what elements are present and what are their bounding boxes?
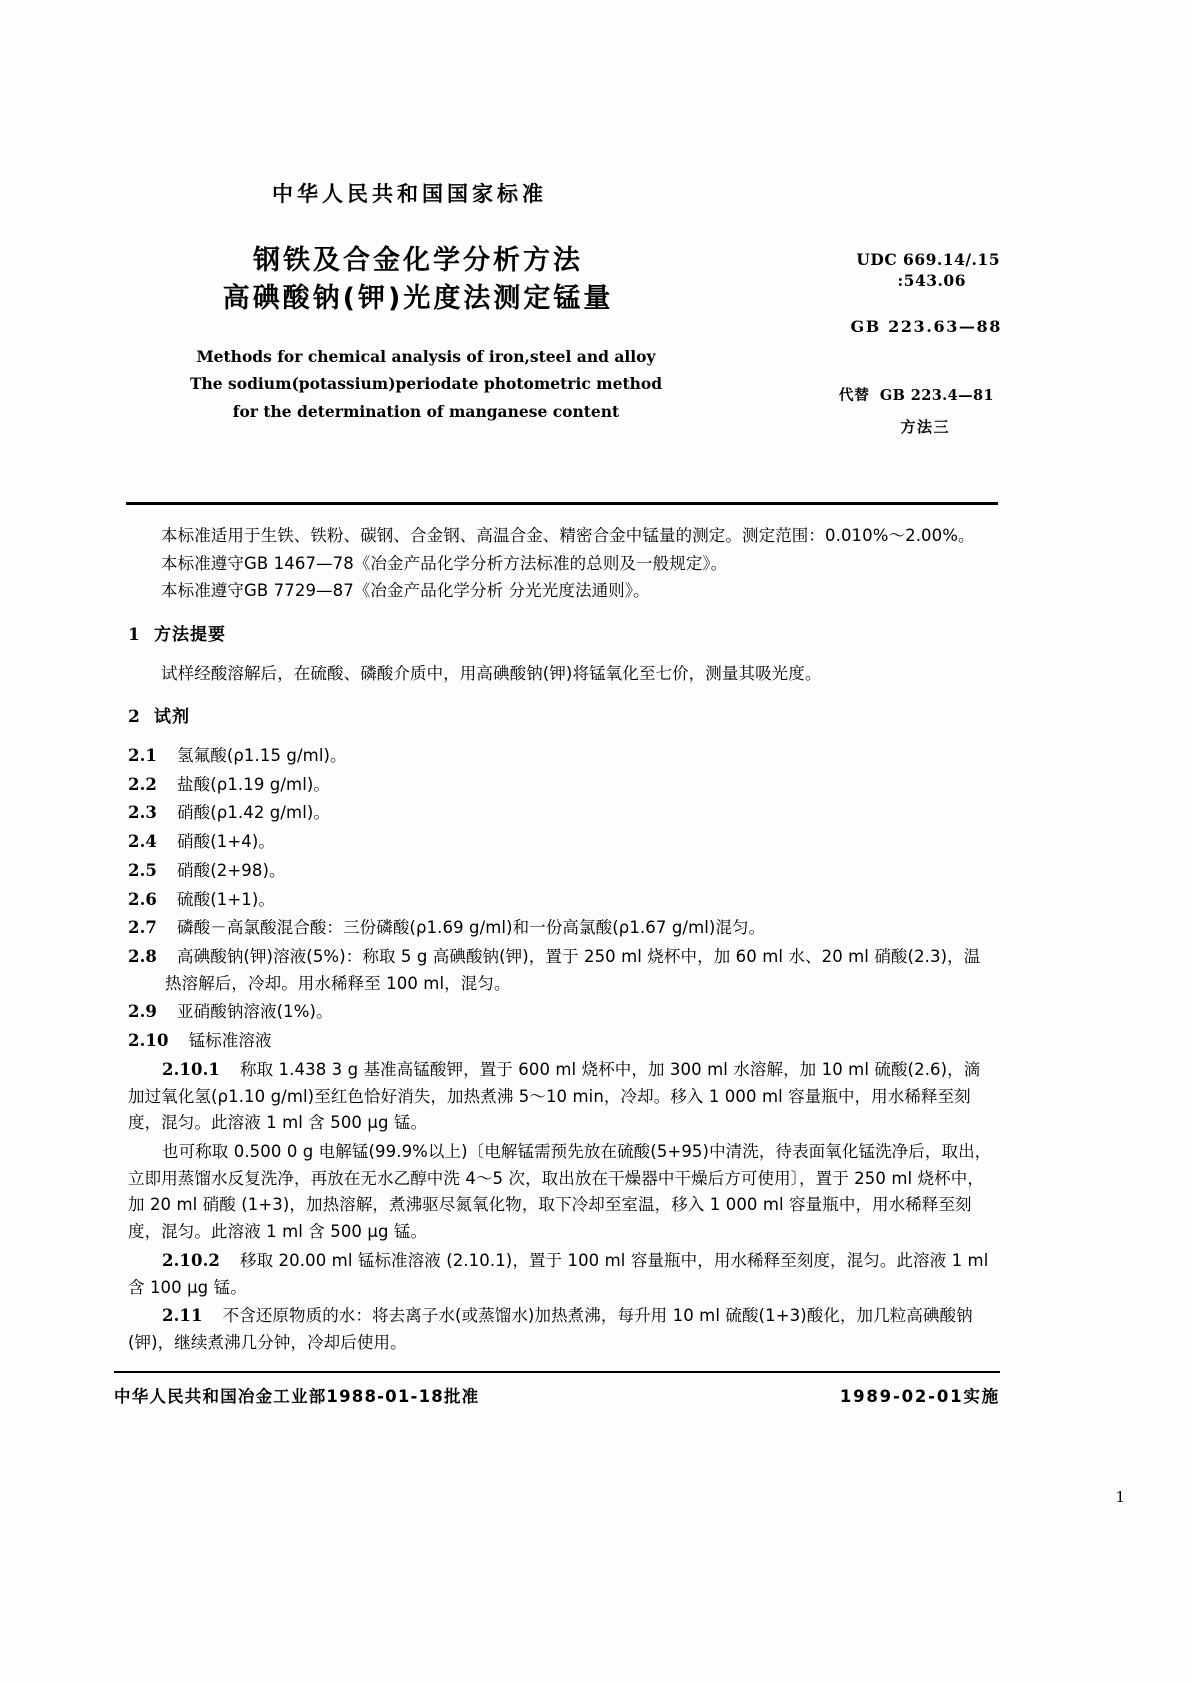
footer-approval-text: 中华人民共和国冶金工业部1988-01-18批准 xyxy=(114,1386,480,1406)
reagent-text: 磷酸－高氯酸混合酸：三份磷酸(ρ1.69 g/ml)和一份高氯酸(ρ1.67 g/ml)混匀。 xyxy=(177,918,766,938)
reagent-item xyxy=(128,858,996,885)
reagent-subitem-number: 2.10.1 xyxy=(162,1059,221,1079)
footer-divider-rule xyxy=(114,1371,1000,1373)
reagent-text: 高碘酸钠(钾)溶液(5%)：称取 5 g 高碘酸钠(钾)，置于 250 ml 烧杯中，加 60 ml 水、20 ml 硝酸(2.3)，温热溶解后，冷却。用水稀释至 100 ml，混匀。 xyxy=(165,946,981,993)
title-en-line-1: Methods for chemical analysis of iron,steel and alloy xyxy=(196,346,656,366)
replaces-label: 代替 xyxy=(838,388,870,404)
document-footer xyxy=(114,1383,1000,1407)
reagent-number: 2.7 xyxy=(128,918,158,938)
page-content xyxy=(114,150,1002,1407)
reagent-number: 2.4 xyxy=(128,832,158,852)
reagent-item xyxy=(128,915,996,942)
reagent-item xyxy=(128,800,996,827)
section-2-heading xyxy=(128,704,996,732)
reagent-subitem xyxy=(128,1303,996,1356)
reagent-item xyxy=(128,999,996,1026)
english-title-block xyxy=(138,343,714,426)
udc-code-line-1: UDC 669.14/.15 xyxy=(856,250,1000,269)
reagent-text: 硝酸(2+98)。 xyxy=(177,860,286,880)
scope-paragraph-3: 本标准遵守GB 7729—87《冶金产品化学分析 分光光度法通则》。 xyxy=(161,581,650,601)
reagent-number: 2.1 xyxy=(128,745,158,765)
udc-code-line-2: :543.06 xyxy=(897,271,966,290)
reagent-item xyxy=(128,887,996,914)
header-divider-rule xyxy=(126,502,998,505)
reagent-subitem-number: 2.10.2 xyxy=(162,1250,221,1270)
reagent-text: 硝酸(ρ1.42 g/ml)。 xyxy=(177,803,331,823)
reagent-subitem-alt xyxy=(128,1139,996,1246)
section-2-title: 试剂 xyxy=(154,707,190,728)
reagent-subitem xyxy=(128,1248,996,1301)
chinese-title-block xyxy=(138,242,698,319)
replaces-value: GB 223.4—81 xyxy=(879,387,994,404)
reagent-item xyxy=(128,944,996,997)
section-1-number: 1 xyxy=(128,625,141,646)
section-1-heading xyxy=(128,622,996,650)
title-cn-line-2: 高碘酸钠(钾)光度法测定锰量 xyxy=(222,283,614,315)
title-en-line-3: for the determination of manganese content xyxy=(232,401,620,421)
national-standard-banner: 中华人民共和国国家标准 xyxy=(272,182,547,206)
reagent-item xyxy=(128,1028,996,1055)
reagent-item xyxy=(128,829,996,856)
reagent-subitem-text: 称取 1.438 3 g 基准高锰酸钾，置于 600 ml 烧杯中，加 300 ml 水溶解，加 10 ml 硫酸(2.6)，滴加过氧化氢(ρ1.10 g/ml)至红色恰好消失，加热煮沸 5～10 min，冷却。移入 1 000 ml 容量瓶中，用水稀释至刻度，混匀。此溶液 1 ml 含 500 μg 锰。 xyxy=(128,1059,981,1133)
reagent-subitem xyxy=(128,1057,996,1137)
page-number: 1 xyxy=(1115,1488,1125,1506)
standard-number: GB 223.63—88 xyxy=(850,317,1002,336)
reagent-number: 2.9 xyxy=(128,1002,158,1022)
footer-effective-text: 1989-02-01实施 xyxy=(839,1386,1000,1406)
reagent-number: 2.10 xyxy=(128,1031,169,1051)
replaces-line xyxy=(742,384,1002,405)
reagent-subitem-text: 移取 20.00 ml 锰标准溶液 (2.10.1)，置于 100 ml 容量瓶中，用水稀释至刻度，混匀。此溶液 1 ml 含 100 μg 锰。 xyxy=(128,1250,989,1297)
title-en-line-2: The sodium(potassium)periodate photometric method xyxy=(189,374,663,394)
scope-paragraph-2: 本标准遵守GB 1467—78《冶金产品化学分析方法标准的总则及一般规定》。 xyxy=(161,553,728,573)
reagent-subitem-alt-text: 也可称取 0.500 0 g 电解锰(99.9%以上)〔电解锰需预先放在硫酸(5+95)中清洗，待表面氧化锰洗净后，取出，立即用蒸馏水反复洗净，再放在无水乙醇中洗 4～5 次，取出放在干燥器中干燥后方可使用〕，置于 250 ml 烧杯中，加 20 ml 硝酸 (1+3)，加热溶解，煮沸驱尽氮氧化物，取下冷却至室温，移入 1 000 ml 容量瓶中，用水稀释至刻度，混匀。此溶液 1 ml 含 500 μg 锰。 xyxy=(128,1142,992,1242)
reagent-text: 盐酸(ρ1.19 g/ml)。 xyxy=(177,774,331,794)
reagent-item xyxy=(128,743,996,770)
reagent-subitem-text: 不含还原物质的水：将去离子水(或蒸馏水)加热煮沸，每升用 10 ml 硫酸(1+3)酸化，加几粒高碘酸钠(钾)，继续煮沸几分钟，冷却后使用。 xyxy=(128,1306,973,1353)
reagent-text: 硝酸(1+4)。 xyxy=(177,832,276,852)
document-body xyxy=(128,523,996,1357)
scope-paragraph-1: 本标准适用于生铁、铁粉、碳钢、合金钢、高温合金、精密合金中锰量的测定。测定范围：0.010%～2.00%。 xyxy=(161,526,975,545)
reagent-number: 2.5 xyxy=(128,860,158,880)
document-header xyxy=(128,178,1002,478)
reagent-text: 锰标准溶液 xyxy=(188,1031,272,1051)
title-cn-line-1: 钢铁及合金化学分析方法 xyxy=(253,245,583,276)
reagent-text: 亚硝酸钠溶液(1%)。 xyxy=(177,1002,333,1022)
method-number: 方法三 xyxy=(900,418,950,436)
section-2-number: 2 xyxy=(128,707,141,728)
section-1-body: 试样经酸溶解后，在硫酸、磷酸介质中，用高碘酸钠(钾)将锰氧化至七价，测量其吸光度。 xyxy=(161,663,822,683)
reagent-subitem-number: 2.11 xyxy=(162,1306,203,1326)
reagent-text: 氢氟酸(ρ1.15 g/ml)。 xyxy=(177,745,347,765)
reagent-number: 2.8 xyxy=(128,946,158,966)
reagent-number: 2.2 xyxy=(128,774,158,794)
reagent-item xyxy=(128,772,996,799)
reagent-text: 硫酸(1+1)。 xyxy=(177,889,276,909)
reagent-number: 2.6 xyxy=(128,889,158,909)
reagent-number: 2.3 xyxy=(128,803,158,823)
header-identifier-block xyxy=(742,250,1002,437)
section-1-title: 方法提要 xyxy=(154,625,226,646)
